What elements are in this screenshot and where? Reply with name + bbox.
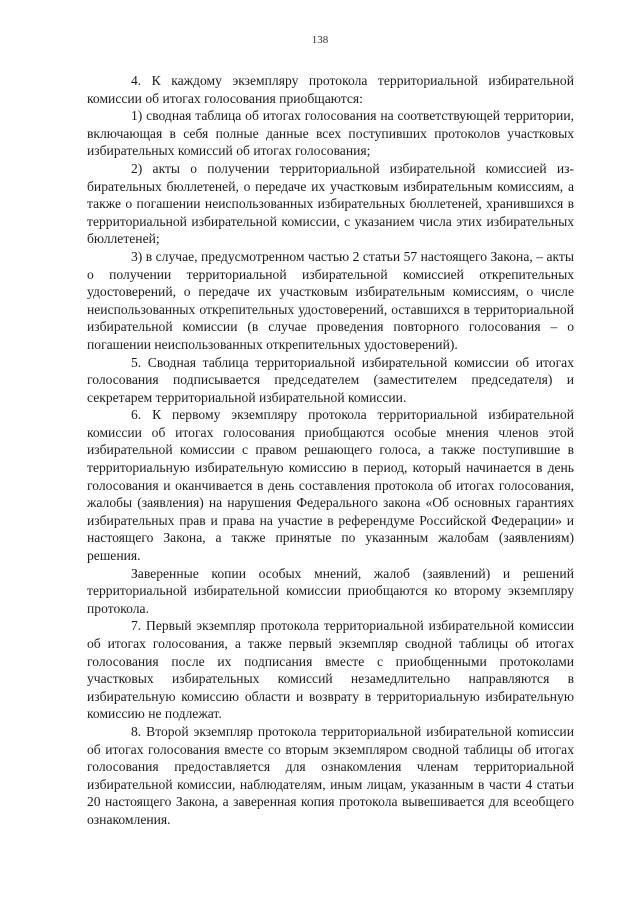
paragraph-4: 4. К каждому экземпляру протокола территориальной избирательной комиссии об итогах голосования приобщаются: [87, 73, 574, 106]
paragraph-6-continued: Заверенные копии особых мнений, жалоб (заявлений) и решений территориальной избирательной комиссии приобщаются ко второму экземпляру протокола. [87, 565, 574, 616]
page-number: 138 [311, 34, 329, 46]
paragraph-4-item-3: 3) в случае, предусмотренном частью 2 статьи 57 настоящего Закона, – акты о получении территориальной избирательной комиссией открепительных удостоверений, о передаче их участковым избирательным комиссиям, о числе неиспользованных открепительных удостоверений, оставшихся в территориальной избирательной комиссии (в случае проведения повторного голосования – о погашении неиспользованных открепительных удостоверений). [87, 248, 574, 352]
paragraph-6: 6. К первому экземпляру протокола территориальной избирательной комиссии об итогах голосования приобщаются особые мнения членов этой избирательной комиссии с правом решающего голоса, а также поступившие в территориальную избирательную комиссию в период, который начинается в день голосования и оканчивается в день составления протокола об итогах голосования, жалобы (заявления) на нарушения Федерального закона «Об основных гарантиях избирательных прав и права на участие в референдуме Российской Федерации» и настоящего Закона, а также принятые по указанным жалобам (заявлениям) решения. [87, 407, 574, 564]
paragraph-4-item-1: 1) сводная таблица об итогах голосования на соответствующей территории, включающая в себя полные данные всех поступивших протоколов участковых избирательных комиссий об итогах голосования; [87, 108, 574, 159]
paragraph-5: 5. Сводная таблица территориальной избирательной комиссии об итогах голосования подписывается председателем (заместителем председателя) и секретарем территориальной избирательной комиссии. [87, 354, 574, 405]
paragraph-4-item-2: 2) акты о получении территориальной избирательной комиссией избирательных бюллетеней, о передаче их участковым избирательным комиссиям, а также о погашении неиспользованных избирательных бюллетеней, хранившихся в территориальной избирательной комиссии, с указанием числа этих избирательных бюллетеней; [87, 160, 574, 247]
paragraph-7: 7. Первый экземпляр протокола территориальной избирательной комиссии об итогах голосования, а также первый экземпляр сводной таблицы об итогах голосования после их подписания вместе с приобщенными протоколами участковых избирательных комиссий незамедлительно направляются в избирательную комиссию области и возврату в территориальную избирательную комиссию не подлежат. [87, 618, 574, 722]
document-body [87, 72, 574, 829]
paragraph-8: 8. Второй экземпляр протокола территориальной избирательной коmиссии об итогах голосования вместе со вторым экземпляром сводной таблицы об итогах голосования предоставляется для ознакомления членам территориальной избирательной комиссии, наблюдателям, иным лицам, указанным в части 4 статьи 20 настоящего Закона, а заверенная копия протокола вывешивается для всеобщего ознакомления. [87, 723, 574, 827]
